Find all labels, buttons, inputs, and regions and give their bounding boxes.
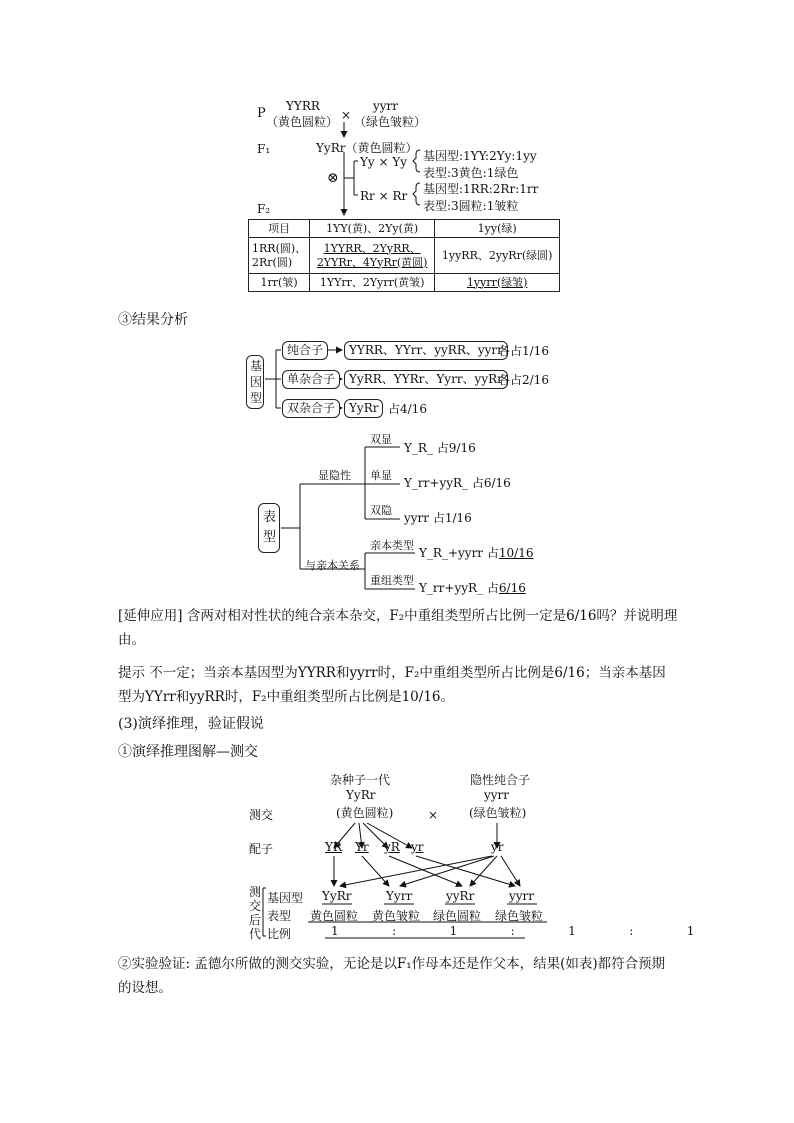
relation-label: 与亲本关系 (305, 559, 360, 572)
table-row-label: 1rr(皱) (249, 274, 310, 292)
table-header: 项目 (249, 220, 310, 238)
parental-type-ratio-label: 占 (486, 546, 499, 560)
hybrid-phenotype: (黄色圆粒) (336, 806, 394, 820)
recombinant-type-ratio: 6/16 (498, 581, 526, 595)
recombinant-type-value: Y_rr+yyR_ (419, 581, 484, 595)
yy-phenotype: 表型:3黄色:1绿色 (423, 166, 519, 180)
offspring-side-char: 测 (249, 885, 262, 899)
recessive-gamete: yr (491, 840, 504, 854)
section-title: ③结果分析 (118, 312, 188, 328)
table-cell: 1yyrr(绿皱) (435, 274, 560, 292)
gamete-label: 配子 (249, 842, 274, 856)
recessive-genotype: yyrr (484, 788, 510, 802)
pure-ratio: 各占1/16 (498, 344, 549, 358)
cross-symbol: × (341, 108, 352, 122)
pure-box: 纯合子 (282, 341, 328, 360)
extension-answer: 提示 不一定；当亲本基因型为YYRR和yyrr时，F₂中重组类型所占比例是6/16；当亲本基因型为YYrr和yyRR时，F₂中重组类型所占比例是10/16。 (118, 665, 666, 705)
double-recessive-value: yyrr 占1/16 (404, 511, 472, 525)
row-genotype-label: 基因型 (267, 891, 304, 905)
single-list: YyRR、YYRr、Yyrr、yyRr (344, 370, 508, 389)
f1-label: F₁ (257, 142, 271, 156)
rr-genotype: 基因型:1RR:2Rr:1rr (423, 182, 539, 196)
genotype-root: 基因型 (246, 355, 264, 409)
yy-genotype: 基因型:1YY:2Yy:1yy (423, 149, 537, 163)
p-label: P (257, 106, 266, 121)
f2-table (248, 219, 560, 292)
single-ratio: 各占2/16 (498, 373, 549, 387)
cross-symbol: × (428, 808, 439, 822)
f2-label: F₂ (257, 202, 271, 216)
double-dominant-label: 双显 (370, 433, 392, 446)
single-dominant-value: Y_rr+yyR_ 占6/16 (404, 476, 511, 490)
double-box: 双杂合子 (282, 399, 340, 418)
verification-text: ②实验验证: 孟德尔所做的测交实验，无论是以F₁作母本还是作父本，结果(如表)都符合预期的设想。 (118, 956, 666, 996)
p1-phenotype: （黄色圆粒） (266, 115, 339, 129)
offspring-phenotype: 绿色皱粒 (495, 909, 544, 923)
recombinant-type-row (419, 579, 526, 596)
parental-type-row (419, 544, 533, 561)
parental-type-ratio: 10/16 (498, 546, 534, 560)
table-cell: 1yyRR、2yyRr(绿圆) (435, 238, 560, 274)
p1-genotype: YYRR (286, 99, 320, 113)
gamete: YR (325, 840, 342, 854)
offspring-ratio: 1 : 1 : 1 : 1 (331, 924, 695, 938)
single-box: 单杂合子 (282, 370, 340, 389)
single-dominant-label: 单显 (370, 469, 392, 482)
offspring-genotype: Yyrr (386, 889, 413, 903)
recombinant-type-ratio-label: 占 (486, 581, 499, 595)
offspring-phenotype: 黄色圆粒 (310, 909, 359, 923)
recombinant-type-label: 重组类型 (370, 574, 414, 587)
f1-text: YyRr（黄色圆粒） (316, 141, 418, 155)
offspring-side-char: 交 (249, 899, 262, 913)
offspring-side-char: 代 (249, 927, 262, 941)
yy-cross: Yy × Yy (360, 155, 408, 169)
rr-phenotype: 表型:3圆粒:1皱粒 (423, 199, 519, 213)
dominance-label: 显隐性 (318, 469, 351, 482)
gamete: Yr (355, 840, 369, 854)
gamete: yr (411, 840, 424, 854)
p2-genotype: yyrr (373, 99, 399, 113)
self-cross-symbol: ⊗ (327, 170, 339, 186)
phenotype-root: 表型 (258, 503, 280, 553)
offspring-side-char: 后 (249, 913, 262, 927)
table-cell-line: 1YYRR、2YyRR、 (323, 241, 421, 255)
offspring-genotype: YyRr (322, 889, 352, 903)
offspring-side-label (249, 885, 263, 941)
p2-phenotype: （绿色皱粒） (354, 115, 427, 129)
offspring-genotype: yyrr (509, 889, 535, 903)
table-cell: 1YYrr、2Yyrr(黄皱) (310, 274, 435, 292)
parental-type-label: 亲本类型 (370, 539, 414, 552)
gamete: yR (384, 840, 400, 854)
table-cell (310, 238, 435, 274)
double-recessive-label: 双隐 (370, 504, 392, 517)
table-header: 1YY(黄)、2Yy(黄) (310, 220, 435, 238)
row-ratio-label: 比例 (267, 927, 292, 941)
extension-question: [延伸应用] 含两对相对性状的纯合亲本杂交，F₂中重组类型所占比例一定是6/16吗？并说明理由。 (118, 608, 678, 648)
hybrid-title: 杂种子一代 (330, 773, 391, 787)
offspring-genotype: yyRr (446, 889, 475, 903)
table-row-label: 1RR(圆)、2Rr(圆) (249, 238, 310, 274)
table-header: 1yy(绿) (435, 220, 560, 238)
recessive-phenotype: (绿色皱粒) (469, 806, 527, 820)
double-list: YyRr (344, 399, 383, 418)
double-ratio: 占4/16 (388, 402, 427, 416)
offspring-phenotype: 黄色皱粒 (372, 909, 421, 923)
offspring-phenotype: 绿色圆粒 (433, 909, 482, 923)
pure-list: YYRR、YYrr、yyRR、yyrr (344, 341, 508, 360)
rr-cross: Rr × Rr (360, 189, 408, 203)
hybrid-genotype: YyRr (346, 788, 376, 802)
double-dominant-value: Y_R_ 占9/16 (404, 441, 476, 455)
parental-type-value: Y_R_+yyrr (419, 546, 484, 560)
section-title: (3)演绎推理，验证假说 (118, 716, 264, 732)
recessive-title: 隐性纯合子 (470, 773, 531, 787)
subsection-title: ①演绎推理图解—测交 (118, 744, 258, 760)
testcross-label: 测交 (249, 808, 274, 822)
table-cell-line: 2YYRr、4YyRr(黄圆) (316, 255, 428, 269)
row-phenotype-label: 表型 (267, 909, 292, 923)
